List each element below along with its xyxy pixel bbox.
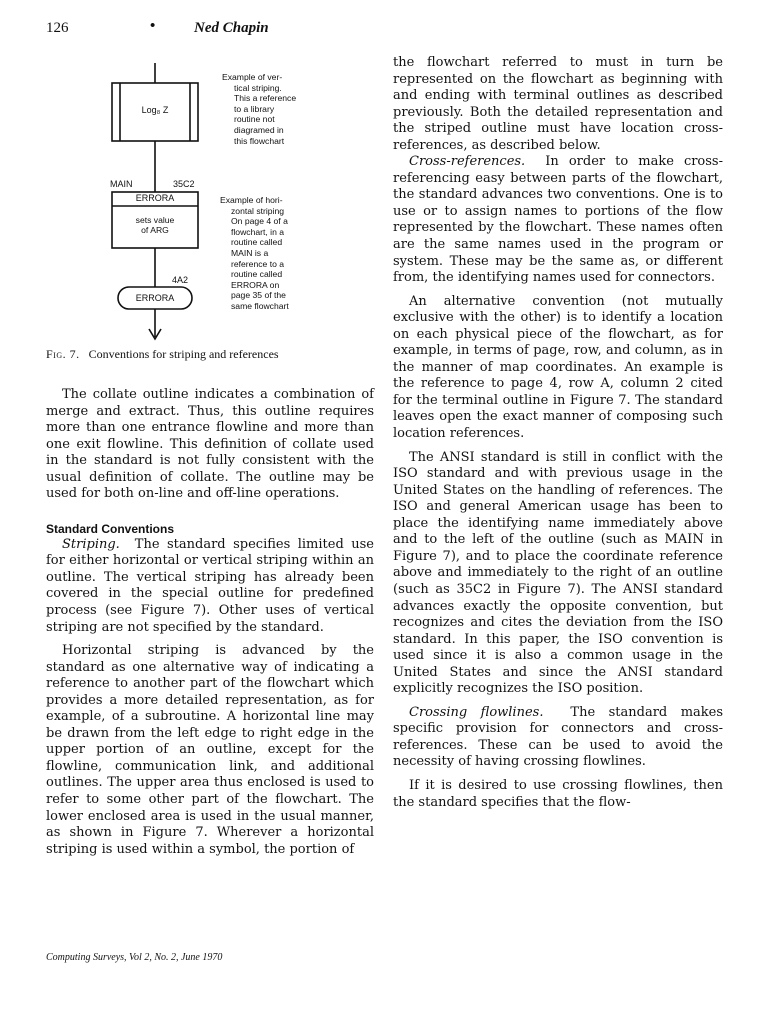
paragraph-striping: Striping. The standard specifies limited use for either horizontal or vertical striping within an outline. The vertical striping has already been covered in the special outline for predefined process (see Figure 7). Other uses of vertical striping are not specified by the standard. bbox=[46, 536, 374, 635]
terminal-coordinate-label: 4A2 bbox=[172, 275, 189, 285]
terminal-label: ERRORA bbox=[135, 293, 175, 303]
coordinate-label: 35C2 bbox=[173, 179, 195, 189]
figure-7 bbox=[40, 55, 380, 365]
header-separator: • bbox=[150, 18, 156, 34]
runin-cross-references: Cross-references. bbox=[409, 154, 526, 170]
section-heading: Standard Conventions bbox=[46, 521, 175, 536]
runin-striping: Striping. bbox=[62, 536, 120, 552]
box-body: sets value of ARG bbox=[135, 215, 175, 235]
page-number: 126 bbox=[46, 20, 69, 36]
paragraph-crossing-flowlines: Crossing flowlines. The standard makes specific provision for connectors and cross-references. These can be used to avoid the necessity of having crossing flowlines. bbox=[393, 704, 724, 770]
paragraph-continued: the flowchart referred to must in turn be represented on the flowchart as beginning with and ending with terminal outlines as described previously. Both the detailed representation and the striped outline must have location cross-references, as described below. bbox=[393, 55, 723, 153]
box-title: ERRORA bbox=[135, 193, 175, 203]
journal-footer: Computing Surveys, Vol 2, No. 2, June 1970 bbox=[46, 952, 223, 963]
paragraph-alternative-convention: An alternative convention (not mutually exclusive with the other) is to identify a location on each physical piece of the flowchart, as for example, in terms of page, row, and column, as in the manner of map coordinates. An example is the reference to page 4, row A, column 2 cited for the terminal outline in Figure 7. The standard leaves open the exact manner of composing such location references. bbox=[393, 293, 723, 442]
running-author: Ned Chapin bbox=[194, 20, 269, 36]
log-label: Log₈ Z bbox=[141, 105, 169, 115]
horizontal-striping-note: Example of hori- zontal striping On page 4 of a flowchart, in a routine called MAIN is a reference to a routine called ERRORA on page 35 of the same flowchart bbox=[220, 195, 289, 311]
caption-text: Conventions for striping and references bbox=[88, 347, 279, 361]
caption-figure-number: Fig. 7. bbox=[46, 347, 80, 361]
runin-crossing-flowlines: Crossing flowlines. bbox=[409, 704, 544, 720]
main-name-label: MAIN bbox=[110, 179, 133, 189]
flowchart-diagram bbox=[40, 55, 380, 345]
left-column bbox=[46, 387, 374, 858]
paragraph-ansi-iso: The ANSI standard is still in conflict with the ISO standard and with previous usage in the United States on the handling of references. The ISO and general American usage has been to place the identifying name immediately above and to the left of the outline (such as MAIN in Figure 7), and to place the coordinate reference above and immediately to the right of an outline (such as 35C2 in Figure 7). The ANSI standard advances exactly the opposite convention, but recognizes and cites the deviation from the ISO standard. In this paper, the ISO convention is used since it is also a common usage in the United States and since the ANSI standard explicitly recognizes the ISO position. bbox=[393, 449, 723, 697]
paragraph-horizontal-striping: Horizontal striping is advanced by the standard as one alternative way of indicating a reference to another part of the flowchart which provides a more detailed representation, as for example, of a subroutine. A horizontal line may be drawn from the left edge to right edge in the upper portion of an outline, except for the flowline, communication link, and additional outlines. The upper area thus enclosed is used to refer to some other part of the flowchart. The lower enclosed area is used in the usual manner, as shown in Figure 7. Wherever a horizontal striping is used within a symbol, the portion of bbox=[46, 643, 374, 857]
figure-caption bbox=[46, 347, 279, 362]
paragraph-cross-references: Cross-references. In order to make cross-referencing easy between parts of the flowchart, the standard advances two conventions. One is to use or to assign names to portions of the flow represented by the flowchart. These names often are the same names used in the program or system. These may be the same as, or different from, the identifying names used for connectors. bbox=[393, 154, 723, 286]
paragraph-collate: The collate outline indicates a combination of merge and extract. Thus, this outline requires more than one entrance flowline and more than one exit flowline. This definition of collate used in the standard is not fully consistent with the usual definition of collate. The outline may be used for both on-line and off-line operations. bbox=[46, 387, 374, 502]
right-column bbox=[393, 55, 723, 811]
paragraph-crossing-flowlines-cont: If it is desired to use crossing flowlines, then the standard specifies that the flow- bbox=[393, 777, 723, 810]
vertical-striping-note: Example of ver- tical striping. This a reference to a library routine not diagramed in this flowchart bbox=[222, 72, 297, 146]
